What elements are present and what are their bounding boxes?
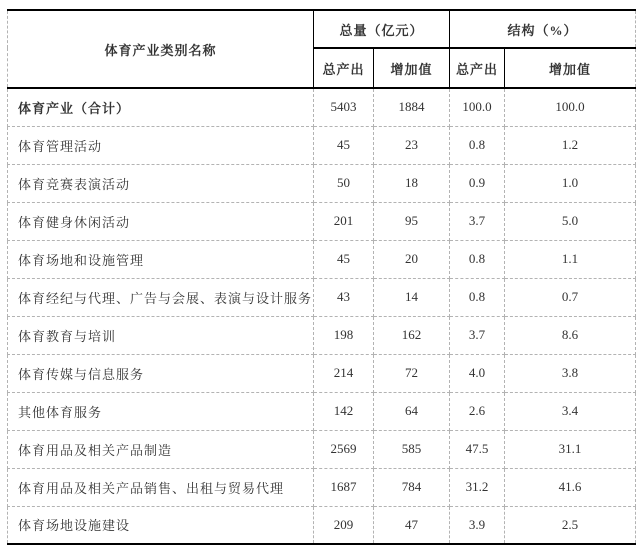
cell-added-value: 1884 — [374, 88, 450, 126]
cell-total-output: 214 — [314, 354, 374, 392]
table-row — [8, 164, 636, 202]
cell-added-value: 784 — [374, 468, 450, 506]
cell-pct-added-value: 1.1 — [505, 240, 636, 278]
cell-pct-added-value: 5.0 — [505, 202, 636, 240]
row-category: 体育管理活动 — [8, 126, 314, 164]
table-row — [8, 506, 636, 544]
table-row — [8, 202, 636, 240]
row-category: 体育健身休闲活动 — [8, 202, 314, 240]
cell-pct-added-value: 3.4 — [505, 392, 636, 430]
cell-pct-added-value: 1.0 — [505, 164, 636, 202]
cell-pct-total-output: 31.2 — [450, 468, 505, 506]
cell-total-output: 209 — [314, 506, 374, 544]
cell-added-value: 14 — [374, 278, 450, 316]
table-row — [8, 430, 636, 468]
table-row-total — [8, 88, 636, 126]
table-body — [8, 88, 636, 544]
cell-added-value: 95 — [374, 202, 450, 240]
row-category: 体育经纪与代理、广告与会展、表演与设计服务 — [8, 278, 314, 316]
row-category: 体育竞赛表演活动 — [8, 164, 314, 202]
cell-pct-total-output: 0.8 — [450, 278, 505, 316]
col-group-structure-percent: 结构（%） — [450, 10, 636, 48]
cell-added-value: 23 — [374, 126, 450, 164]
cell-added-value: 47 — [374, 506, 450, 544]
row-category: 体育场地设施建设 — [8, 506, 314, 544]
cell-pct-total-output: 2.6 — [450, 392, 505, 430]
cell-pct-added-value: 41.6 — [505, 468, 636, 506]
header-group-row — [8, 10, 636, 48]
table-row — [8, 278, 636, 316]
cell-added-value: 72 — [374, 354, 450, 392]
cell-total-output: 198 — [314, 316, 374, 354]
sports-industry-table-container — [7, 9, 635, 545]
row-category: 体育用品及相关产品制造 — [8, 430, 314, 468]
col-header-added-value-percent: 增加值 — [505, 48, 636, 88]
cell-added-value: 585 — [374, 430, 450, 468]
cell-total-output: 5403 — [314, 88, 374, 126]
cell-total-output: 43 — [314, 278, 374, 316]
cell-added-value: 18 — [374, 164, 450, 202]
cell-total-output: 50 — [314, 164, 374, 202]
row-category: 体育用品及相关产品销售、出租与贸易代理 — [8, 468, 314, 506]
cell-pct-added-value: 8.6 — [505, 316, 636, 354]
cell-pct-total-output: 47.5 — [450, 430, 505, 468]
table-row — [8, 126, 636, 164]
cell-pct-added-value: 3.8 — [505, 354, 636, 392]
col-header-added-value-amount: 增加值 — [374, 48, 450, 88]
cell-pct-total-output: 100.0 — [450, 88, 505, 126]
cell-pct-total-output: 0.8 — [450, 126, 505, 164]
row-category: 体育传媒与信息服务 — [8, 354, 314, 392]
cell-pct-added-value: 31.1 — [505, 430, 636, 468]
cell-total-output: 45 — [314, 240, 374, 278]
cell-total-output: 142 — [314, 392, 374, 430]
table-row — [8, 354, 636, 392]
table-row — [8, 392, 636, 430]
row-category: 体育场地和设施管理 — [8, 240, 314, 278]
table-row — [8, 240, 636, 278]
cell-pct-added-value: 1.2 — [505, 126, 636, 164]
table-header — [8, 10, 636, 88]
row-category: 其他体育服务 — [8, 392, 314, 430]
table-row — [8, 316, 636, 354]
cell-pct-total-output: 0.8 — [450, 240, 505, 278]
col-header-total-output-amount: 总产出 — [314, 48, 374, 88]
cell-pct-total-output: 0.9 — [450, 164, 505, 202]
cell-pct-total-output: 4.0 — [450, 354, 505, 392]
cell-total-output: 45 — [314, 126, 374, 164]
table-row — [8, 468, 636, 506]
cell-pct-added-value: 2.5 — [505, 506, 636, 544]
cell-pct-added-value: 100.0 — [505, 88, 636, 126]
cell-added-value: 20 — [374, 240, 450, 278]
cell-total-output: 2569 — [314, 430, 374, 468]
cell-total-output: 201 — [314, 202, 374, 240]
row-category: 体育教育与培训 — [8, 316, 314, 354]
row-category: 体育产业（合计） — [8, 88, 314, 126]
col-group-total-amount: 总量（亿元） — [314, 10, 450, 48]
cell-pct-total-output: 3.7 — [450, 202, 505, 240]
cell-added-value: 162 — [374, 316, 450, 354]
cell-pct-added-value: 0.7 — [505, 278, 636, 316]
sports-industry-table — [7, 9, 636, 545]
col-header-total-output-percent: 总产出 — [450, 48, 505, 88]
cell-pct-total-output: 3.7 — [450, 316, 505, 354]
col-header-category: 体育产业类别名称 — [8, 10, 314, 88]
cell-pct-total-output: 3.9 — [450, 506, 505, 544]
cell-added-value: 64 — [374, 392, 450, 430]
cell-total-output: 1687 — [314, 468, 374, 506]
